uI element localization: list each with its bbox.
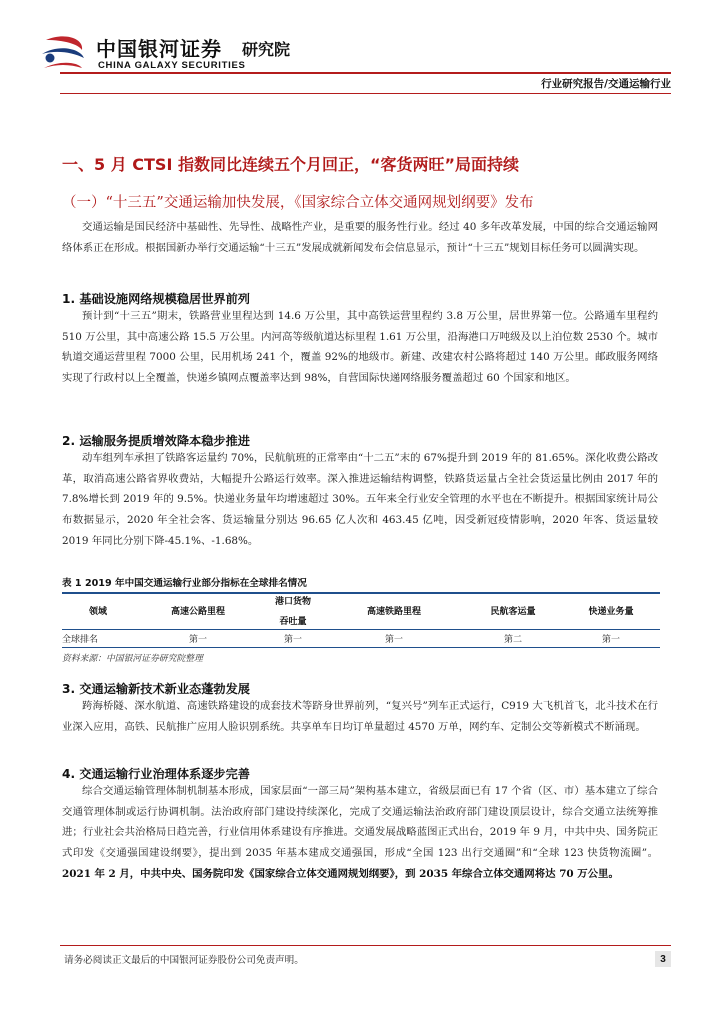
subsection-2-title: 2. 运输服务提质增效降本稳步推进 bbox=[62, 434, 250, 448]
institute-label: 研究院 bbox=[242, 40, 291, 59]
table-header-rule bbox=[62, 629, 660, 630]
table-cell: 第一 bbox=[188, 634, 207, 645]
table-cell: 第一 bbox=[601, 634, 620, 645]
subsection-4-text: 综合交通运输管理体制机制基本形成，国家层面“一部三局”架构基本建立，省级层面已有 17 个省（区、市）基本建立了综合交通管理体制或运行协调机制。法治政府部门建设持续深化，完成了交通运输法治政府部门建设顶层设计，综合交通立法统筹推进；行业社会共治格局日趋完善，行业信用体系建设有序推进。交通发展战略蓝图正式出台，2019 年 9 月，中共中央、国务院正式印发《交通强国建设纲要》，提出到 2035 年基本建成交通强国，形成“全国 123 出行交通圈”和“全球 123 快货物流圈”。 bbox=[62, 785, 658, 860]
brand-name-cn: 中国银河证券 bbox=[96, 37, 222, 61]
table-cell: 全球排名 bbox=[62, 634, 99, 645]
footer-rule bbox=[60, 945, 671, 946]
section-heading: （一）“十三五”交通运输加快发展，《国家综合立体交通网规划纲要》发布 bbox=[62, 195, 534, 211]
chapter-heading: 一、5 月 CTSI 指数同比连续五个月回正，“客货两旺”局面持续 bbox=[62, 155, 520, 174]
subsection-1-title: 1. 基础设施网络规模稳居世界前列 bbox=[62, 292, 250, 306]
table-header-cell: 快递业务量 bbox=[588, 607, 634, 617]
table-header-cell: 高速公路里程 bbox=[170, 607, 225, 617]
table-bottom-rule bbox=[62, 647, 660, 648]
subsection-4-highlight: 2021 年 2 月，中共中央、国务院印发《国家综合立体交通网规划纲要》，到 2035 年综合立体交通网将达 70 万公里。 bbox=[62, 867, 619, 880]
table-header-cell: 港口货物 吞吐量 bbox=[274, 597, 311, 627]
table-cell: 第一 bbox=[384, 634, 403, 645]
report-category: 行业研究报告/交通运输行业 bbox=[541, 78, 671, 90]
table-title: 表 1 2019 年中国交通运输行业部分指标在全球排名情况 bbox=[62, 578, 307, 589]
table-header-row bbox=[62, 596, 660, 628]
galaxy-logo-icon bbox=[38, 28, 88, 78]
table-row bbox=[62, 631, 660, 645]
table-source-note: 资料来源：中国银河证券研究院整理 bbox=[62, 654, 203, 664]
table-header-cell: 民航客运量 bbox=[490, 607, 536, 617]
subsection-3-body: 跨海桥隧、深水航道、高速铁路建设的成套技术等跻身世界前列，“复兴号”列车正式运行，C919 大飞机首飞，北斗技术在行业深入应用，高铁、民航推广应用人脸识别系统。共享单车日均订单量超过 4570 万单，网约车、定制公交等新模式不断涌现。 bbox=[62, 700, 658, 733]
footer-disclaimer: 请务必阅读正文最后的中国银河证券股份公司免责声明。 bbox=[64, 955, 304, 966]
table-header-cell: 领域 bbox=[88, 607, 107, 617]
table-top-rule bbox=[62, 592, 660, 594]
intro-paragraph: 交通运输是国民经济中基础性、先导性、战略性产业，是重要的服务性行业。经过 40 多年改革发展，中国的综合交通运输网络体系正在形成。根据国新办举行交通运输“十三五”发展成就新闻发布会信息显示，预计“十三五”规划目标任务可以圆满实现。 bbox=[62, 221, 658, 254]
subsection-4-title: 4. 交通运输行业治理体系逐步完善 bbox=[62, 767, 250, 781]
brand-name-en: CHINA GALAXY SECURITIES bbox=[98, 60, 246, 71]
table-header-cell: 高速铁路里程 bbox=[366, 607, 421, 617]
table-cell: 第二 bbox=[503, 634, 522, 645]
subsection-2-body: 动车组列车承担了铁路客运量约 70%，民航航班的正常率由“十二五”末的 67%提升到 2019 年的 81.65%。深化收费公路改革，取消高速公路省界收费站，大幅提升公路运行效率。深入推进运输结构调整，铁路货运量占全社会货运量比例由 2017 年的 7.8%增长到 2019 年的 9.5%。快递业务量年均增速超过 30%。五年来全行业安全管理的水平也在不断提升。根据国家统计局公布数据显示，2020 年全社会客、货运输量分别达 96.65 亿人次和 463.45 亿吨，因受新冠疫情影响，2020 年客、货运量较 2019 年同比分别下降-45.1%、-1.68%。 bbox=[62, 452, 658, 547]
header-rule bbox=[60, 72, 671, 74]
subsection-1-body: 预计到“十三五”期末，铁路营业里程达到 14.6 万公里，其中高铁运营里程约 3.8 万公里，居世界第一位。公路通车里程约 510 万公里，其中高速公路 15.5 万公里。内河高等级航道达标里程 1.61 万公里，沿海港口万吨级及以上泊位数 2530 个。城市轨道交通运营里程 7000 公里，民用机场 241 个，覆盖 92%的地级市。新建、改建农村公路将超过 140 万公里。邮政服务网络实现了行政村以上全覆盖，快递乡镇网点覆盖率达到 98%，自营国际快递网络服务覆盖超过 60 个国家和地区。 bbox=[62, 310, 658, 385]
subsection-3-title: 3. 交通运输新技术新业态蓬勃发展 bbox=[62, 682, 250, 696]
page-number: 3 bbox=[655, 951, 671, 967]
table-cell: 第一 bbox=[283, 634, 302, 645]
subsection-4-body bbox=[62, 781, 658, 885]
header-rule-lower bbox=[60, 93, 671, 94]
